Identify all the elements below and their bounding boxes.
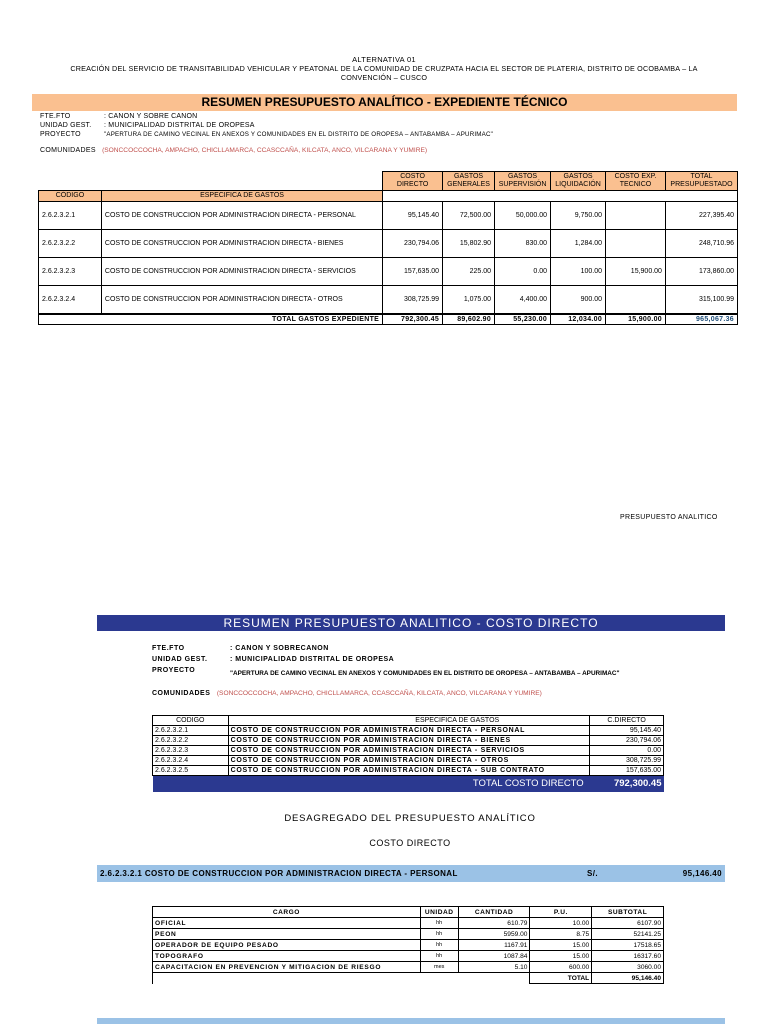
- cell-gg: 15,802.90: [443, 230, 495, 258]
- header-unidad: UNIDAD: [420, 907, 458, 918]
- meta-key: UNIDAD GEST.: [40, 122, 92, 129]
- meta-key: FTE.FTO: [152, 645, 185, 652]
- cell-total: 173,860.00: [665, 258, 737, 286]
- comunidades-value: (SONCCOCCOCHA, AMPACHO, CHICLLAMARCA, CCASCCAÑA, KILCATA, ANCO, VILCARANA Y YUMIRE): [102, 147, 428, 154]
- header-total: TOTAL PRESUPUESTADO: [665, 172, 737, 191]
- table-row: [153, 918, 664, 929]
- cell-cd: 308,725.99: [383, 286, 443, 314]
- cell-ce: [606, 286, 666, 314]
- cell-gg: 1,075.00: [443, 286, 495, 314]
- cell-code: 2.6.2.3.2.1: [39, 202, 102, 230]
- cell-cargo: OFICIAL: [153, 918, 421, 929]
- cell-unidad: hh: [420, 940, 458, 951]
- cell-unidad: hh: [420, 951, 458, 962]
- header-gastos-supervision: GASTOS SUPERVISIÓN: [495, 172, 551, 191]
- header-codigo: CÓDIGO: [39, 191, 102, 202]
- cell-total: 315,100.99: [665, 286, 737, 314]
- personal-table: [152, 906, 664, 984]
- table-header-row: [153, 716, 664, 726]
- cell-gg: 72,500.00: [443, 202, 495, 230]
- cell-total: 227,395.40: [665, 202, 737, 230]
- table-row: [153, 766, 664, 776]
- cell-gs: 4,400.00: [495, 286, 551, 314]
- cell-desc: COSTO DE CONSTRUCCION POR ADMINISTRACION DIRECTA - SERVICIOS: [228, 746, 590, 756]
- cell-cantidad: 5.10: [458, 962, 530, 973]
- table-row: [39, 258, 738, 286]
- total-value: 95,146.40: [592, 973, 664, 984]
- item-label: 2.6.2.3.2.1 COSTO DE CONSTRUCCION POR ADMINISTRACION DIRECTA - PERSONAL: [100, 869, 458, 878]
- table-row: [153, 962, 664, 973]
- cell-cd: 230,794.06: [383, 230, 443, 258]
- cell-code: 2.6.2.3.2.4: [153, 756, 229, 766]
- header-costo-exp: COSTO EXP. TECNICO: [606, 172, 666, 191]
- section1-title: RESUMEN PRESUPUESTO ANALÍTICO - EXPEDIENTE TÉCNICO: [32, 94, 737, 111]
- header-cargo: CARGO: [153, 907, 421, 918]
- item-amount: 95,146.40: [682, 869, 722, 878]
- header-especifica: ESPECIFICA DE GASTOS: [228, 716, 590, 726]
- cell-gs: 830.00: [495, 230, 551, 258]
- total-cd: 792,300.45: [383, 314, 443, 325]
- header-especifica: ESPECIFICA DE GASTOS: [101, 191, 382, 202]
- comunidades-value: (SONCCOCCOCHA, AMPACHO, CHICLLAMARCA, CCASCCAÑA, KILCATA, ANCO, VILCARANA Y YUMIRE): [216, 690, 542, 697]
- header-creacion: CREACIÓN DEL SERVICIO DE TRANSITABILIDAD VEHICULAR Y PEATONAL DE LA COMUNIDAD DE CRUZPATA HACIA EL SECTOR DE PLATERIA, DISTRITO DE OCOBAMBA – LA CONVENCIÓN – CUSCO: [70, 64, 698, 82]
- cell-ce: [606, 230, 666, 258]
- header-subtotal: SUBTOTAL: [592, 907, 664, 918]
- cell-ce: [606, 202, 666, 230]
- cell-value: 157,635.00: [590, 766, 664, 776]
- cell-value: 230,794.06: [590, 736, 664, 746]
- total-gs: 55,230.00: [495, 314, 551, 325]
- cell-desc: COSTO DE CONSTRUCCION POR ADMINISTRACION DIRECTA - OTROS: [101, 286, 382, 314]
- total-presupuestado: 965,067.36: [665, 314, 737, 325]
- cell-cargo: PEON: [153, 929, 421, 940]
- table-header-row: [153, 907, 664, 918]
- total-ce: 15,900.00: [606, 314, 666, 325]
- meta-value: "APERTURA DE CAMINO VECINAL EN ANEXOS Y COMUNIDADES EN EL DISTRITO DE OROPESA – ANTABAMBA – APURIMAC": [104, 131, 494, 138]
- cell-gl: 9,750.00: [551, 202, 606, 230]
- table-row: [39, 286, 738, 314]
- cell-total: 248,710.96: [665, 230, 737, 258]
- cell-code: 2.6.2.3.2.3: [39, 258, 102, 286]
- cell-value: 95,145.40: [590, 726, 664, 736]
- total-gl: 12,034.00: [551, 314, 606, 325]
- cell-desc: COSTO DE CONSTRUCCION POR ADMINISTRACION DIRECTA - BIENES: [228, 736, 590, 746]
- table-total-row: [153, 776, 664, 792]
- total-gg: 89,602.90: [443, 314, 495, 325]
- meta-key: PROYECTO: [152, 667, 196, 674]
- cell-pu: 10.00: [530, 918, 592, 929]
- meta-value: : MUNICIPALIDAD DISTRITAL DE OROPESA: [104, 122, 255, 129]
- cell-cd: 157,635.00: [383, 258, 443, 286]
- total-label: TOTAL COSTO DIRECTO: [153, 776, 590, 792]
- cell-code: 2.6.2.3.2.5: [153, 766, 229, 776]
- meta-value: : CANON Y SOBRE CANON: [104, 113, 198, 120]
- cell-cantidad: 1087.84: [458, 951, 530, 962]
- header-codigo: CODIGO: [153, 716, 229, 726]
- header-pu: P.U.: [530, 907, 592, 918]
- section1-comunidades: [40, 147, 427, 154]
- cell-ce: 15,900.00: [606, 258, 666, 286]
- desagregado-title: DESAGREGADO DEL PRESUPUESTO ANALÍTICO: [284, 813, 536, 824]
- cell-desc: COSTO DE CONSTRUCCION POR ADMINISTRACION DIRECTA - PERSONAL: [228, 726, 590, 736]
- cell-pu: 8.75: [530, 929, 592, 940]
- cell-subtotal: 17518.65: [592, 940, 664, 951]
- meta-key: FTE.FTO: [40, 113, 71, 120]
- cell-unidad: hh: [420, 929, 458, 940]
- cell-pu: 15.00: [530, 951, 592, 962]
- header-cdirecto: C.DIRECTO: [590, 716, 664, 726]
- presupuesto-analitico-label: PRESUPUESTO ANALITICO: [620, 514, 718, 521]
- table-total-row: [39, 314, 738, 325]
- cell-cargo: OPERADOR DE EQUIPO PESADO: [153, 940, 421, 951]
- cell-pu: 15.00: [530, 940, 592, 951]
- cell-code: 2.6.2.3.2.2: [39, 230, 102, 258]
- item-bar-personal: [97, 865, 725, 882]
- expediente-table: [38, 171, 738, 325]
- meta-key: UNIDAD GEST.: [152, 656, 208, 663]
- cell-cantidad: 5959.00: [458, 929, 530, 940]
- meta-key: PROYECTO: [40, 131, 81, 138]
- cell-desc: COSTO DE CONSTRUCCION POR ADMINISTRACION DIRECTA - SUB CONTRATO: [228, 766, 590, 776]
- cell-gl: 100.00: [551, 258, 606, 286]
- cell-cargo: CAPACITACION EN PREVENCION Y MITIGACION DE RIESGO: [153, 962, 421, 973]
- cell-cargo: TOPOGRAFO: [153, 951, 421, 962]
- header-gastos-liquidacion: GASTOS LIQUIDACIÓN: [551, 172, 606, 191]
- costo-directo-subtitle: COSTO DIRECTO: [369, 838, 451, 848]
- meta-value: : CANON Y SOBRECANON: [230, 645, 329, 652]
- table-row: [153, 940, 664, 951]
- cell-pu: 600.00: [530, 962, 592, 973]
- cell-gl: 1,284.00: [551, 230, 606, 258]
- table-row: [39, 202, 738, 230]
- table-row: [153, 951, 664, 962]
- header-cantidad: CANTIDAD: [458, 907, 530, 918]
- cell-code: 2.6.2.3.2.4: [39, 286, 102, 314]
- total-label: TOTAL: [530, 973, 592, 984]
- cell-unidad: hh: [420, 918, 458, 929]
- cell-desc: COSTO DE CONSTRUCCION POR ADMINISTRACION DIRECTA - OTROS: [228, 756, 590, 766]
- table-row: [39, 230, 738, 258]
- cell-value: 0.00: [590, 746, 664, 756]
- cell-subtotal: 6107.90: [592, 918, 664, 929]
- table-row: [153, 746, 664, 756]
- cell-cantidad: 610.79: [458, 918, 530, 929]
- cell-gs: 0.00: [495, 258, 551, 286]
- costo-directo-table: [152, 715, 664, 792]
- cell-desc: COSTO DE CONSTRUCCION POR ADMINISTRACION DIRECTA - BIENES: [101, 230, 382, 258]
- table-header-row: [39, 172, 738, 191]
- header-costo-directo: COSTO DIRECTO: [383, 172, 443, 191]
- header-gastos-generales: GASTOS GENERALES: [443, 172, 495, 191]
- section2-comunidades: [152, 690, 542, 697]
- item-currency: S/.: [587, 869, 598, 878]
- comunidades-label: COMUNIDADES: [152, 690, 211, 697]
- cell-cd: 95,145.40: [383, 202, 443, 230]
- cell-code: 2.6.2.3.2.3: [153, 746, 229, 756]
- cell-gl: 900.00: [551, 286, 606, 314]
- meta-value: : MUNICIPALIDAD DISTRITAL DE OROPESA: [230, 656, 395, 663]
- meta-value: "APERTURA DE CAMINO VECINAL EN ANEXOS Y COMUNIDADES EN EL DISTRITO DE OROPESA – ANTABAMBA – APURIMAC": [230, 670, 620, 677]
- cell-code: 2.6.2.3.2.2: [153, 736, 229, 746]
- table-row: [153, 756, 664, 766]
- cell-gs: 50,000.00: [495, 202, 551, 230]
- table-header-row: [39, 191, 738, 202]
- cell-cantidad: 1167.91: [458, 940, 530, 951]
- total-value: 792,300.45: [590, 776, 664, 792]
- table-row: [153, 726, 664, 736]
- item-bar-next-partial: [97, 1018, 725, 1024]
- table-row: [153, 736, 664, 746]
- cell-unidad: mes: [420, 962, 458, 973]
- table-row: [153, 929, 664, 940]
- cell-code: 2.6.2.3.2.1: [153, 726, 229, 736]
- cell-desc: COSTO DE CONSTRUCCION POR ADMINISTRACION DIRECTA - PERSONAL: [101, 202, 382, 230]
- total-label: TOTAL GASTOS EXPEDIENTE: [39, 314, 383, 325]
- cell-desc: COSTO DE CONSTRUCCION POR ADMINISTRACION DIRECTA - SERVICIOS: [101, 258, 382, 286]
- comunidades-label: COMUNIDADES: [40, 147, 96, 154]
- cell-value: 308,725.99: [590, 756, 664, 766]
- cell-subtotal: 16317.60: [592, 951, 664, 962]
- cell-gg: 225.00: [443, 258, 495, 286]
- section2-title: RESUMEN PRESUPUESTO ANALITICO - COSTO DIRECTO: [97, 615, 725, 631]
- cell-subtotal: 52141.25: [592, 929, 664, 940]
- table-total-row: [153, 973, 664, 984]
- header-alternativa: ALTERNATIVA 01: [352, 55, 416, 64]
- cell-subtotal: 3060.00: [592, 962, 664, 973]
